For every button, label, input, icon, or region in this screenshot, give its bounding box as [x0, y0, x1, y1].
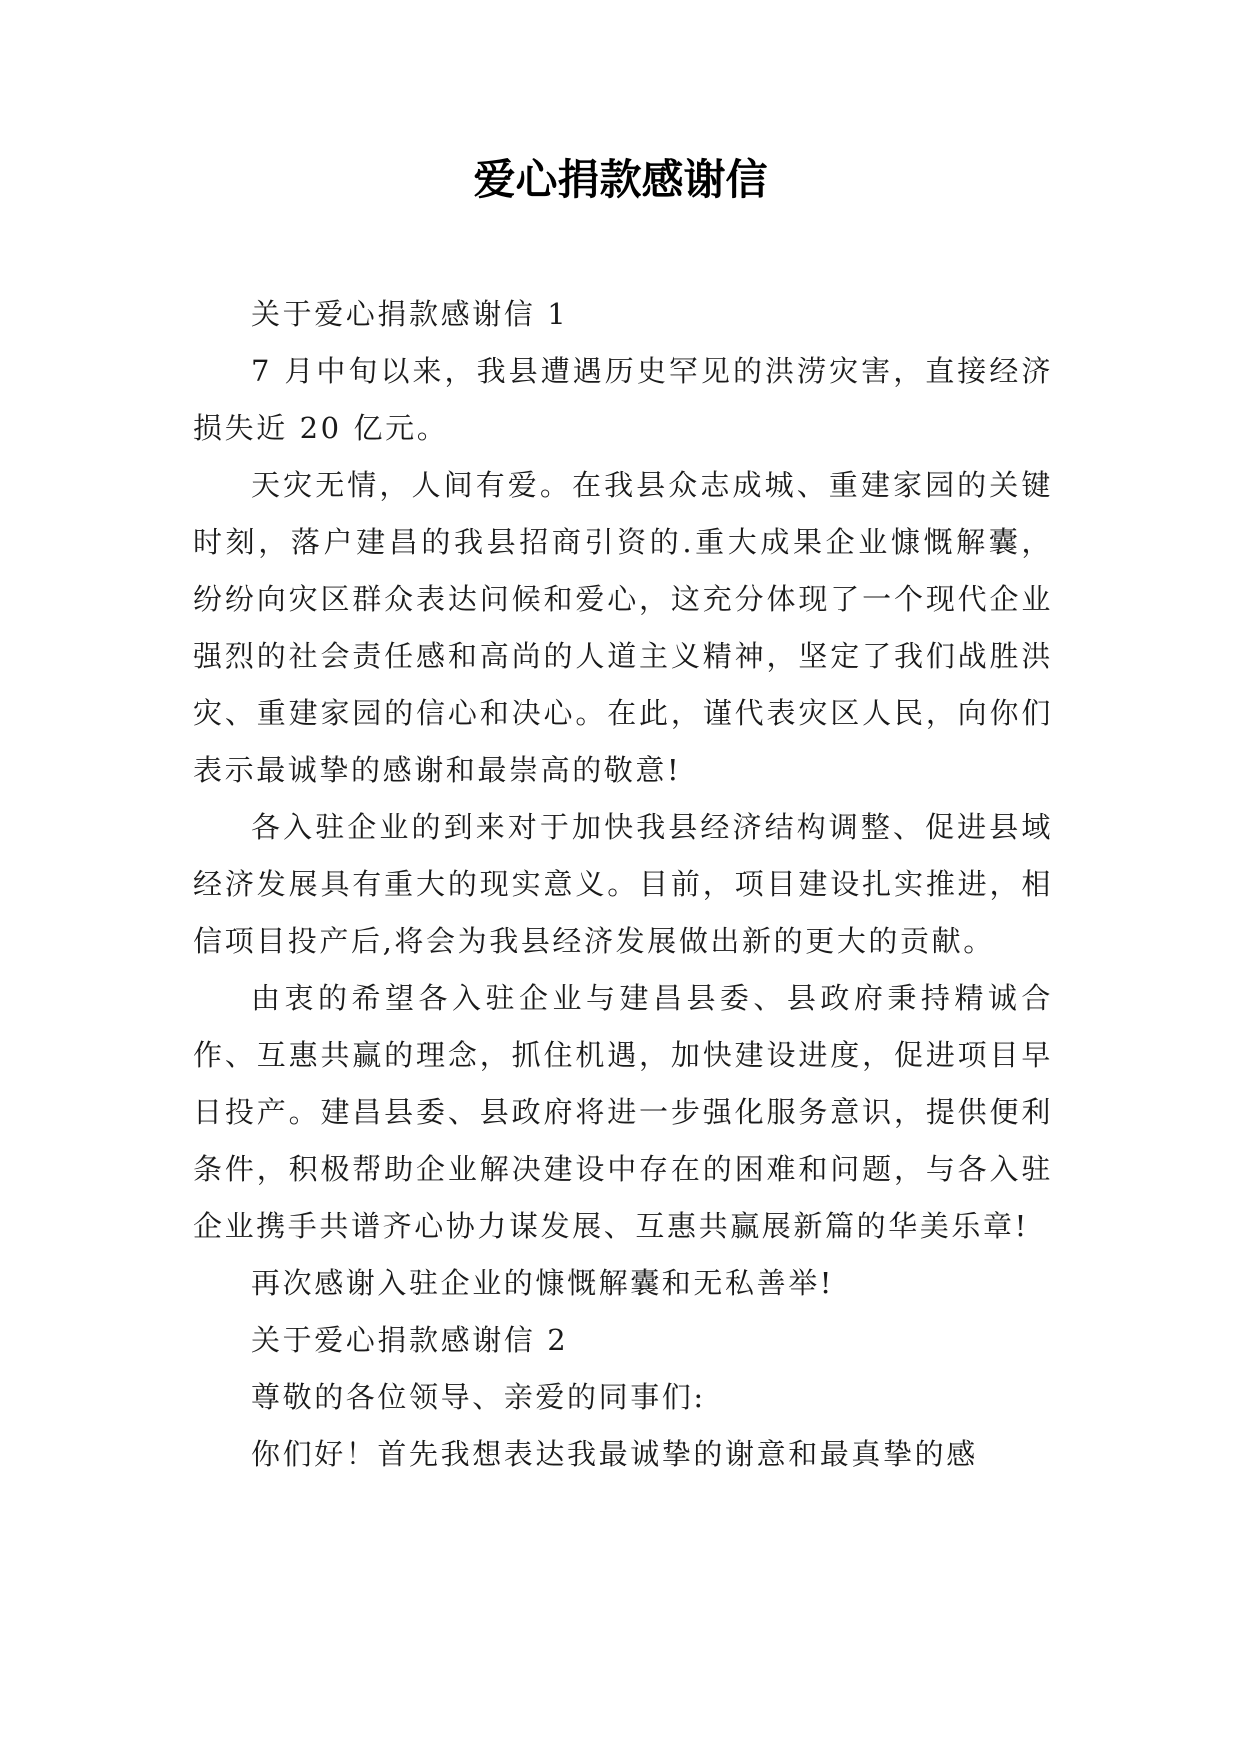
paragraph: 7 月中旬以来，我县遭遇历史罕见的洪涝灾害，直接经济损失近 20 亿元。	[193, 354, 1053, 445]
paragraph: 你们好！首先我想表达我最诚挚的谢意和最真挚的感	[251, 1437, 978, 1471]
paragraph: 天灾无情，人间有爱。在我县众志成城、重建家园的关键时刻，落户建昌的我县招商引资的.重大成果企业慷慨解囊，纷纷向灾区群众表达问候和爱心，这充分体现了一个现代企业强烈的社会责任感和高尚的人道主义精神，坚定了我们战胜洪灾、重建家园的信心和决心。在此，谨代表灾区人民，向你们表示最诚挚的感谢和最崇高的敬意!	[193, 468, 1053, 787]
document-body	[193, 286, 1053, 1483]
subheading-letter-2: 关于爱心捐款感谢信 2	[251, 1323, 569, 1357]
paragraph: 各入驻企业的到来对于加快我县经济结构调整、促进县域经济发展具有重大的现实意义。目前，项目建设扎实推进，相信项目投产后,将会为我县经济发展做出新的更大的贡献。	[193, 810, 1053, 958]
paragraph: 再次感谢入驻企业的慷慨解囊和无私善举!	[251, 1266, 835, 1300]
salutation: 尊敬的各位领导、亲爱的同事们:	[251, 1380, 706, 1414]
subheading-letter-1: 关于爱心捐款感谢信 1	[251, 297, 569, 331]
paragraph: 由衷的希望各入驻企业与建昌县委、县政府秉持精诚合作、互惠共赢的理念，抓住机遇，加快建设进度，促进项目早日投产。建昌县委、县政府将进一步强化服务意识，提供便利条件，积极帮助企业解决建设中存在的困难和问题，与各入驻企业携手共谱齐心协力谋发展、互惠共赢展新篇的华美乐章!	[193, 981, 1053, 1243]
document-title: 爱心捐款感谢信	[473, 155, 768, 204]
